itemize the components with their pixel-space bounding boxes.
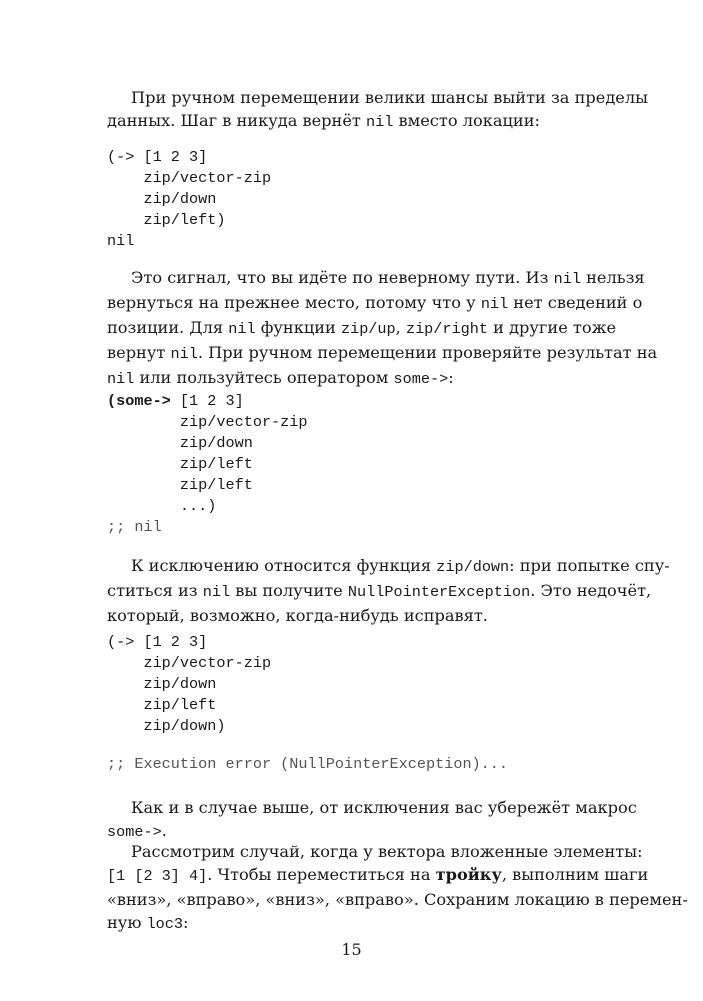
code-line: zip/down) — [107, 717, 226, 735]
paragraph-3-line-3: который, возможно, когда-нибудь исправят. — [107, 606, 488, 625]
text: К исключению относится функция — [131, 556, 437, 575]
text: , — [395, 318, 406, 337]
paragraph-5 — [107, 840, 688, 936]
text: вместо локации: — [393, 111, 540, 130]
text: позиции. Для — [107, 318, 229, 337]
inline-code: nil — [107, 370, 135, 388]
text: : при попытке спу- — [509, 556, 670, 575]
code-line: zip/vector-zip — [107, 169, 272, 187]
inline-code: some-> — [393, 370, 449, 388]
code-line: zip/down — [107, 675, 217, 693]
inline-code: some-> — [107, 823, 162, 841]
code-line: zip/left) — [107, 211, 226, 229]
inline-code: zip/right — [405, 320, 488, 338]
code-comment: ;; nil — [107, 518, 162, 536]
inline-code: [1 [2 3] 4] — [107, 867, 208, 885]
paragraph-1 — [107, 86, 649, 134]
paragraph-1-line-2 — [107, 109, 599, 134]
code-line: (-> [1 2 3] — [107, 148, 208, 166]
paragraph-2-line-2 — [107, 291, 643, 316]
text: . При ручном перемещении проверяйте результат на — [197, 343, 658, 362]
text: данных. Шаг в никуда вернёт — [107, 111, 367, 130]
inline-code: nil — [202, 583, 231, 601]
text: вернуться на прежнее место, потому что у — [107, 293, 481, 312]
paragraph-5-line-3: «вниз», «вправо», «вниз», «вправо». Сохраним локацию в перемен- — [107, 890, 688, 909]
code-line: nil — [107, 232, 135, 250]
code-line — [107, 391, 599, 412]
code-block-3 — [107, 632, 599, 737]
paragraph-2 — [107, 266, 658, 391]
text: Это сигнал, что вы идёте по неверному пути. Из — [131, 268, 554, 287]
inline-code: zip/up — [340, 320, 396, 338]
code-block-2 — [107, 391, 599, 538]
code-line: zip/left — [107, 476, 253, 494]
code-line: zip/left — [107, 696, 217, 714]
code-line: zip/left — [107, 455, 253, 473]
code-line: zip/down — [107, 190, 217, 208]
inline-code: nil — [228, 320, 256, 338]
paragraph-5-line-4 — [107, 911, 599, 936]
paragraph-1-line-1: При ручном перемещении велики шансы выйти за пределы — [131, 88, 649, 107]
text: вы получите — [230, 581, 348, 600]
inline-code: nil — [480, 295, 509, 313]
text: . — [161, 821, 167, 840]
code-line: (-> [1 2 3] — [107, 633, 208, 651]
paragraph-2-line-4 — [107, 341, 658, 366]
text: , выполним шаги — [501, 865, 649, 884]
code-text: [1 2 3] — [170, 392, 244, 410]
code-comment: ;; Execution error (NullPointerException)... — [107, 755, 509, 773]
paragraph-2-line-1 — [107, 266, 645, 291]
text: ную — [107, 913, 147, 932]
inline-code: nil — [553, 270, 581, 288]
text: вернут — [107, 343, 171, 362]
inline-code: NullPointerException — [347, 583, 531, 601]
code-line: ...) — [107, 497, 217, 515]
text: . Чтобы переместиться на — [207, 865, 436, 884]
text: функции — [255, 318, 341, 337]
paragraph-2-line-3 — [107, 316, 617, 341]
text: : — [183, 913, 189, 932]
code-line: zip/vector-zip — [107, 654, 272, 672]
page-number: 15 — [341, 940, 362, 959]
code-line: zip/down — [107, 434, 253, 452]
paragraph-5-line-1: Рассмотрим случай, когда у вектора вложенные элементы: — [131, 842, 643, 861]
text: . Это недочёт, — [530, 581, 652, 600]
inline-code: nil — [366, 113, 394, 131]
text: ститься из — [107, 581, 203, 600]
paragraph-5-line-2 — [107, 863, 649, 888]
text: нельзя — [580, 268, 645, 287]
code-block-1 — [107, 147, 599, 252]
paragraph-3-line-1 — [107, 554, 670, 579]
paragraph-3 — [107, 554, 670, 627]
text: или пользуйтесь оператором — [134, 368, 394, 387]
inline-code: loc3 — [146, 915, 184, 933]
paragraph-4-line-1: Как и в случае выше, от исключения вас убережёт макрос — [131, 798, 637, 817]
text: и другие тоже — [487, 318, 617, 337]
paragraph-2-line-5 — [107, 366, 599, 391]
code-line: zip/vector-zip — [107, 413, 308, 431]
paragraph-3-line-2 — [107, 579, 652, 604]
paragraph-4 — [107, 796, 637, 844]
text: нет сведений о — [508, 293, 643, 312]
code-keyword: (some-> — [107, 392, 171, 410]
inline-code: zip/down — [436, 558, 510, 576]
inline-code: nil — [170, 345, 198, 363]
text: : — [448, 368, 454, 387]
bold-text: тройку — [435, 865, 502, 884]
